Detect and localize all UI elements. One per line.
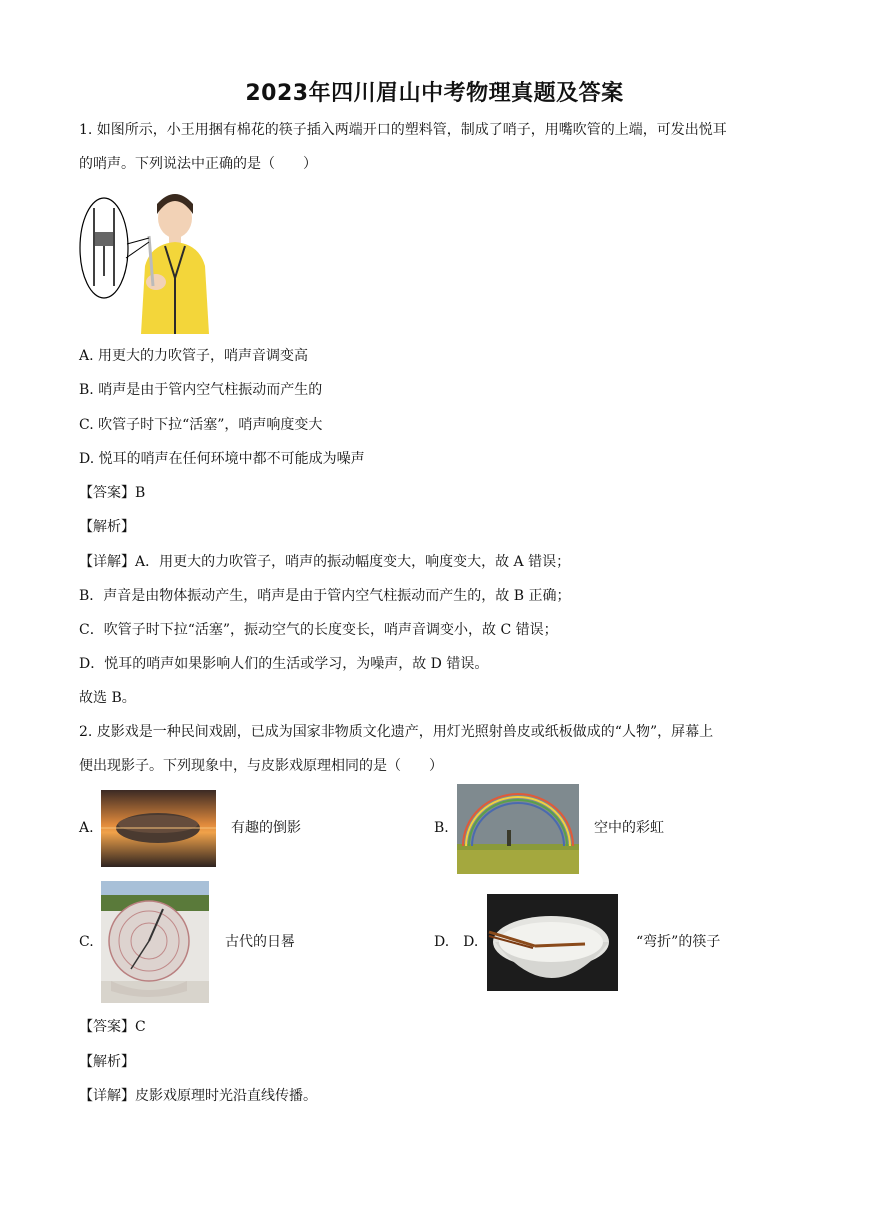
q2-option-c-text: 古代的日晷 bbox=[225, 934, 295, 950]
q1-detail-line-4: D．悦耳的哨声如果影响人们的生活或学习，为噪声，故 D 错误。 bbox=[79, 656, 489, 672]
q2-analysis-heading: 【解析】 bbox=[79, 1054, 135, 1070]
sundial-image bbox=[101, 881, 209, 1003]
q1-option-d: D. 悦耳的哨声在任何环境中都不可能成为噪声 bbox=[79, 451, 365, 467]
rainbow-image bbox=[457, 784, 579, 874]
q2-option-d-letter: D. D. bbox=[434, 934, 479, 950]
q1-option-a: A. 用更大的力吹管子，哨声音调变高 bbox=[79, 348, 309, 364]
q1-option-c: C. 吹管子时下拉“活塞”，哨声响度变大 bbox=[79, 417, 323, 433]
q2-stem-line-2: 便出现影子。下列现象中，与皮影戏原理相同的是（ ） bbox=[79, 758, 443, 774]
q1-stem-line-2: 的哨声。下列说法中正确的是（ ） bbox=[79, 156, 317, 172]
reflection-image bbox=[101, 790, 216, 867]
q1-stem-line-1: 1. 如图所示，小王用捆有棉花的筷子插入两端开口的塑料管，制成了哨子，用嘴吹管的上端，可发出悦耳 bbox=[79, 122, 727, 138]
q2-option-b-letter: B. bbox=[434, 820, 449, 836]
q2-answer: 【答案】C bbox=[79, 1019, 146, 1035]
q2-option-a-letter: A. bbox=[79, 820, 94, 836]
page-title: 2023年四川眉山中考物理真题及答案 bbox=[245, 81, 624, 106]
q2-option-c-letter: C. bbox=[79, 934, 94, 950]
whistle-girl-image bbox=[79, 186, 212, 334]
bent-chopsticks-image bbox=[487, 894, 618, 991]
q2-option-d-text: “弯折”的筷子 bbox=[636, 934, 721, 950]
q1-answer: 【答案】B bbox=[79, 485, 146, 501]
q2-option-b-text: 空中的彩虹 bbox=[594, 820, 664, 836]
q1-detail-line-2: B．声音是由物体振动产生，哨声是由于管内空气柱振动而产生的，故 B 正确； bbox=[79, 588, 571, 604]
q1-option-b: B. 哨声是由于管内空气柱振动而产生的 bbox=[79, 382, 323, 398]
q2-option-a-text: 有趣的倒影 bbox=[231, 820, 301, 836]
q1-analysis-heading: 【解析】 bbox=[79, 519, 135, 535]
q1-detail-line-1: 【详解】A．用更大的力吹管子，哨声的振动幅度变大，响度变大，故 A 错误； bbox=[79, 554, 571, 570]
q1-detail-line-3: C．吹管子时下拉“活塞”，振动空气的长度变长，哨声音调变小，故 C 错误； bbox=[79, 622, 558, 638]
q2-detail: 【详解】皮影戏原理时光沿直线传播。 bbox=[79, 1088, 317, 1104]
q1-conclusion: 故选 B。 bbox=[79, 690, 136, 706]
q2-stem-line-1: 2. 皮影戏是一种民间戏剧，已成为国家非物质文化遗产，用灯光照射兽皮或纸板做成的“人物”，屏幕上 bbox=[79, 724, 714, 740]
